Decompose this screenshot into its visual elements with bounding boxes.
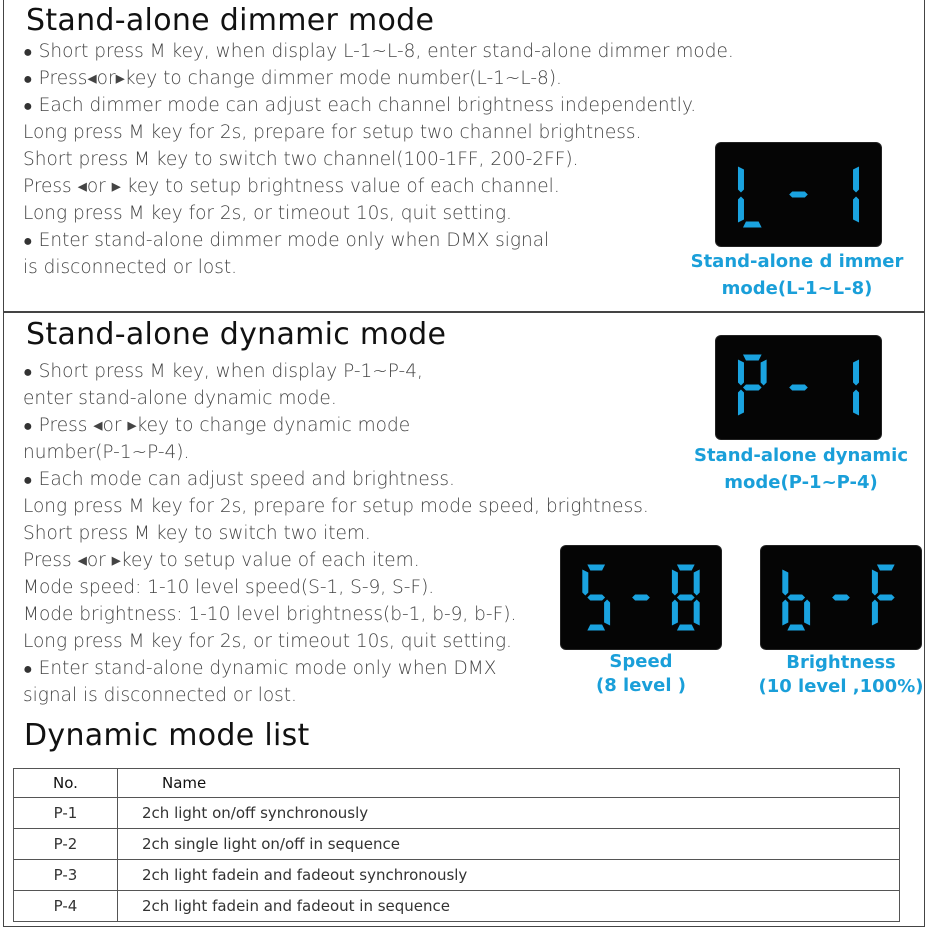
brightness-caption-line2: (10 level ,100%) bbox=[758, 676, 924, 697]
lcd-segment bbox=[677, 624, 695, 630]
bullet-icon: ● bbox=[23, 416, 33, 435]
bullet-icon: ● bbox=[23, 362, 33, 381]
instruction-text: number(P-1~P-4). bbox=[23, 442, 190, 463]
instruction-line bbox=[23, 604, 516, 625]
seven-segment-digits bbox=[761, 546, 921, 649]
instruction-line bbox=[23, 496, 649, 517]
instruction-text: Press ◂or ▸key to change dynamic mode bbox=[38, 415, 411, 436]
instruction-text: Short press M key to switch two item. bbox=[23, 523, 371, 544]
lcd-digit bbox=[832, 595, 850, 601]
bullet-icon: ● bbox=[23, 96, 33, 115]
instruction-text: Long press M key for 2s, or timeout 10s, quit setting. bbox=[23, 203, 512, 224]
lcd-segment bbox=[582, 570, 588, 596]
instruction-text: signal is disconnected or lost. bbox=[23, 685, 297, 706]
lcd-segment bbox=[587, 565, 605, 571]
lcd-digit bbox=[789, 192, 808, 198]
instruction-text: enter stand-alone dynamic mode. bbox=[23, 388, 337, 409]
instruction-text: Press◂or▸key to change dimmer mode number(L-1~L-8). bbox=[38, 68, 562, 89]
seven-segment-digits bbox=[716, 143, 881, 246]
dimmer-caption-line2: mode(L-1~L-8) bbox=[721, 278, 873, 299]
instruction-line bbox=[23, 550, 420, 571]
dimmer-mode-section bbox=[3, 0, 925, 312]
instruction-text: Short press M key, when display L-1~L-8, enter stand-alone dimmer mode. bbox=[38, 41, 734, 62]
dynamic-display-caption bbox=[686, 442, 916, 496]
table-row bbox=[14, 860, 900, 891]
lcd-segment bbox=[804, 600, 810, 626]
instruction-line bbox=[23, 631, 512, 652]
lcd-segment bbox=[677, 595, 695, 601]
instruction-line bbox=[23, 415, 410, 436]
instruction-line bbox=[23, 388, 337, 409]
mode-number: P-1 bbox=[14, 798, 118, 829]
instruction-text: Press ◂or ▸key to setup value of each item. bbox=[23, 550, 420, 571]
brightness-caption-line1: Brightness bbox=[786, 652, 896, 673]
instruction-line bbox=[23, 95, 696, 116]
lcd-segment bbox=[782, 570, 788, 596]
mode-number: P-4 bbox=[14, 891, 118, 922]
table-row bbox=[14, 798, 900, 829]
dynamic-caption-line2: mode(P-1~P-4) bbox=[724, 472, 878, 493]
lcd-segment bbox=[789, 192, 808, 198]
lcd-segment bbox=[853, 390, 859, 416]
bullet-icon: ● bbox=[23, 69, 33, 88]
instruction-text: Mode brightness: 1-10 level brightness(b-1, b-9, b-F). bbox=[23, 604, 517, 625]
instruction-text: Mode speed: 1-10 level speed(S-1, S-9, S-F). bbox=[23, 577, 435, 598]
lcd-segment bbox=[782, 600, 788, 626]
bullet-icon: ● bbox=[23, 231, 33, 250]
dimmer-caption-line1: Stand-alone d immer bbox=[690, 251, 904, 272]
instruction-text: Enter stand-alone dimmer mode only when DMX signal bbox=[38, 230, 550, 251]
brightness-lcd-display bbox=[761, 546, 921, 649]
column-header-no: No. bbox=[14, 769, 118, 798]
mode-name: 2ch single light on/off in sequence bbox=[118, 829, 900, 860]
lcd-segment bbox=[787, 595, 805, 601]
lcd-segment bbox=[738, 360, 744, 386]
lcd-segment bbox=[872, 570, 878, 596]
instruction-line bbox=[23, 203, 512, 224]
instruction-line bbox=[23, 176, 560, 197]
instruction-text: Short press M key to switch two channel(100-1FF, 200-2FF). bbox=[23, 149, 579, 170]
instruction-line bbox=[23, 68, 562, 89]
lcd-digit bbox=[782, 570, 810, 631]
instruction-line bbox=[23, 523, 371, 544]
table-row bbox=[14, 829, 900, 860]
bullet-icon: ● bbox=[23, 42, 33, 61]
lcd-segment bbox=[872, 600, 878, 626]
instruction-line bbox=[23, 257, 237, 278]
instruction-line bbox=[23, 577, 434, 598]
lcd-digit bbox=[853, 360, 859, 416]
dimmer-display-caption bbox=[682, 248, 912, 302]
lcd-digit bbox=[632, 595, 650, 601]
mode-name: 2ch light fadein and fadeout in sequence bbox=[118, 891, 900, 922]
lcd-segment bbox=[738, 390, 744, 416]
instruction-text: Long press M key for 2s, prepare for setup mode speed, brightness. bbox=[23, 496, 649, 517]
instruction-line bbox=[23, 122, 641, 143]
lcd-segment bbox=[604, 600, 610, 626]
dynamic-mode-table bbox=[13, 768, 900, 922]
mode-number: P-2 bbox=[14, 829, 118, 860]
lcd-segment bbox=[694, 600, 700, 626]
lcd-segment bbox=[587, 624, 605, 630]
lcd-segment bbox=[672, 600, 678, 626]
lcd-segment bbox=[632, 595, 650, 601]
lcd-segment bbox=[877, 595, 895, 601]
instruction-text: Long press M key for 2s, or timeout 10s, quit setting. bbox=[23, 631, 512, 652]
speed-lcd-display bbox=[561, 546, 721, 649]
brightness-display-caption bbox=[741, 651, 930, 699]
bullet-icon: ● bbox=[23, 659, 33, 678]
lcd-segment bbox=[672, 570, 678, 596]
lcd-digit bbox=[853, 167, 859, 223]
lcd-digit bbox=[582, 565, 610, 631]
table-header-row bbox=[14, 769, 900, 798]
lcd-segment bbox=[694, 570, 700, 596]
instruction-text: Short press M key, when display P-1~P-4, bbox=[38, 361, 423, 382]
instruction-line bbox=[23, 361, 423, 382]
lcd-segment bbox=[853, 360, 859, 386]
seven-segment-digits bbox=[561, 546, 721, 649]
instruction-text: is disconnected or lost. bbox=[23, 257, 237, 278]
mode-name: 2ch light on/off synchronously bbox=[118, 798, 900, 829]
instruction-line bbox=[23, 685, 297, 706]
lcd-segment bbox=[787, 624, 805, 630]
instruction-text: Each dimmer mode can adjust each channel brightness independently. bbox=[38, 95, 697, 116]
table-row bbox=[14, 891, 900, 922]
dynamic-caption-line1: Stand-alone dynamic bbox=[693, 445, 909, 466]
instruction-line bbox=[23, 658, 496, 679]
lcd-segment bbox=[853, 197, 859, 223]
lcd-segment bbox=[738, 197, 744, 223]
speed-caption-line2: (8 level ) bbox=[596, 675, 686, 696]
lcd-segment bbox=[587, 595, 605, 601]
instruction-text: Each mode can adjust speed and brightness. bbox=[38, 469, 455, 490]
mode-number: P-3 bbox=[14, 860, 118, 891]
lcd-digit bbox=[738, 355, 767, 416]
lcd-segment bbox=[743, 385, 762, 391]
mode-name: 2ch light fadein and fadeout synchronously bbox=[118, 860, 900, 891]
instruction-line bbox=[23, 230, 549, 251]
dynamic-list-title: Dynamic mode list bbox=[24, 718, 310, 753]
seven-segment-digits bbox=[716, 336, 881, 439]
dimmer-mode-title: Stand-alone dimmer mode bbox=[26, 3, 435, 38]
bullet-icon: ● bbox=[23, 470, 33, 489]
lcd-digit bbox=[738, 167, 762, 228]
instruction-line bbox=[23, 442, 189, 463]
dimmer-lcd-display bbox=[716, 143, 881, 246]
instruction-line bbox=[23, 469, 455, 490]
instruction-text: Enter stand-alone dynamic mode only when DMX bbox=[38, 658, 497, 679]
dynamic-lcd-display bbox=[716, 336, 881, 439]
lcd-digit bbox=[789, 385, 808, 391]
speed-display-caption bbox=[561, 650, 721, 698]
lcd-segment bbox=[877, 565, 895, 571]
lcd-segment bbox=[789, 385, 808, 391]
lcd-digit bbox=[672, 565, 700, 631]
lcd-segment bbox=[743, 221, 762, 227]
instruction-text: Long press M key for 2s, prepare for setup two channel brightness. bbox=[23, 122, 642, 143]
instruction-text: Press ◂or ▸ key to setup brightness value of each channel. bbox=[23, 176, 560, 197]
lcd-segment bbox=[832, 595, 850, 601]
lcd-segment bbox=[853, 167, 859, 193]
instruction-line bbox=[23, 41, 734, 62]
instruction-line bbox=[23, 149, 578, 170]
lcd-segment bbox=[677, 565, 695, 571]
lcd-digit bbox=[872, 565, 895, 626]
lcd-segment bbox=[738, 167, 744, 193]
lcd-segment bbox=[761, 360, 767, 386]
speed-caption-line1: Speed bbox=[609, 651, 673, 672]
column-header-name: Name bbox=[118, 769, 900, 798]
lcd-segment bbox=[743, 355, 762, 361]
dynamic-mode-title: Stand-alone dynamic mode bbox=[26, 317, 447, 352]
